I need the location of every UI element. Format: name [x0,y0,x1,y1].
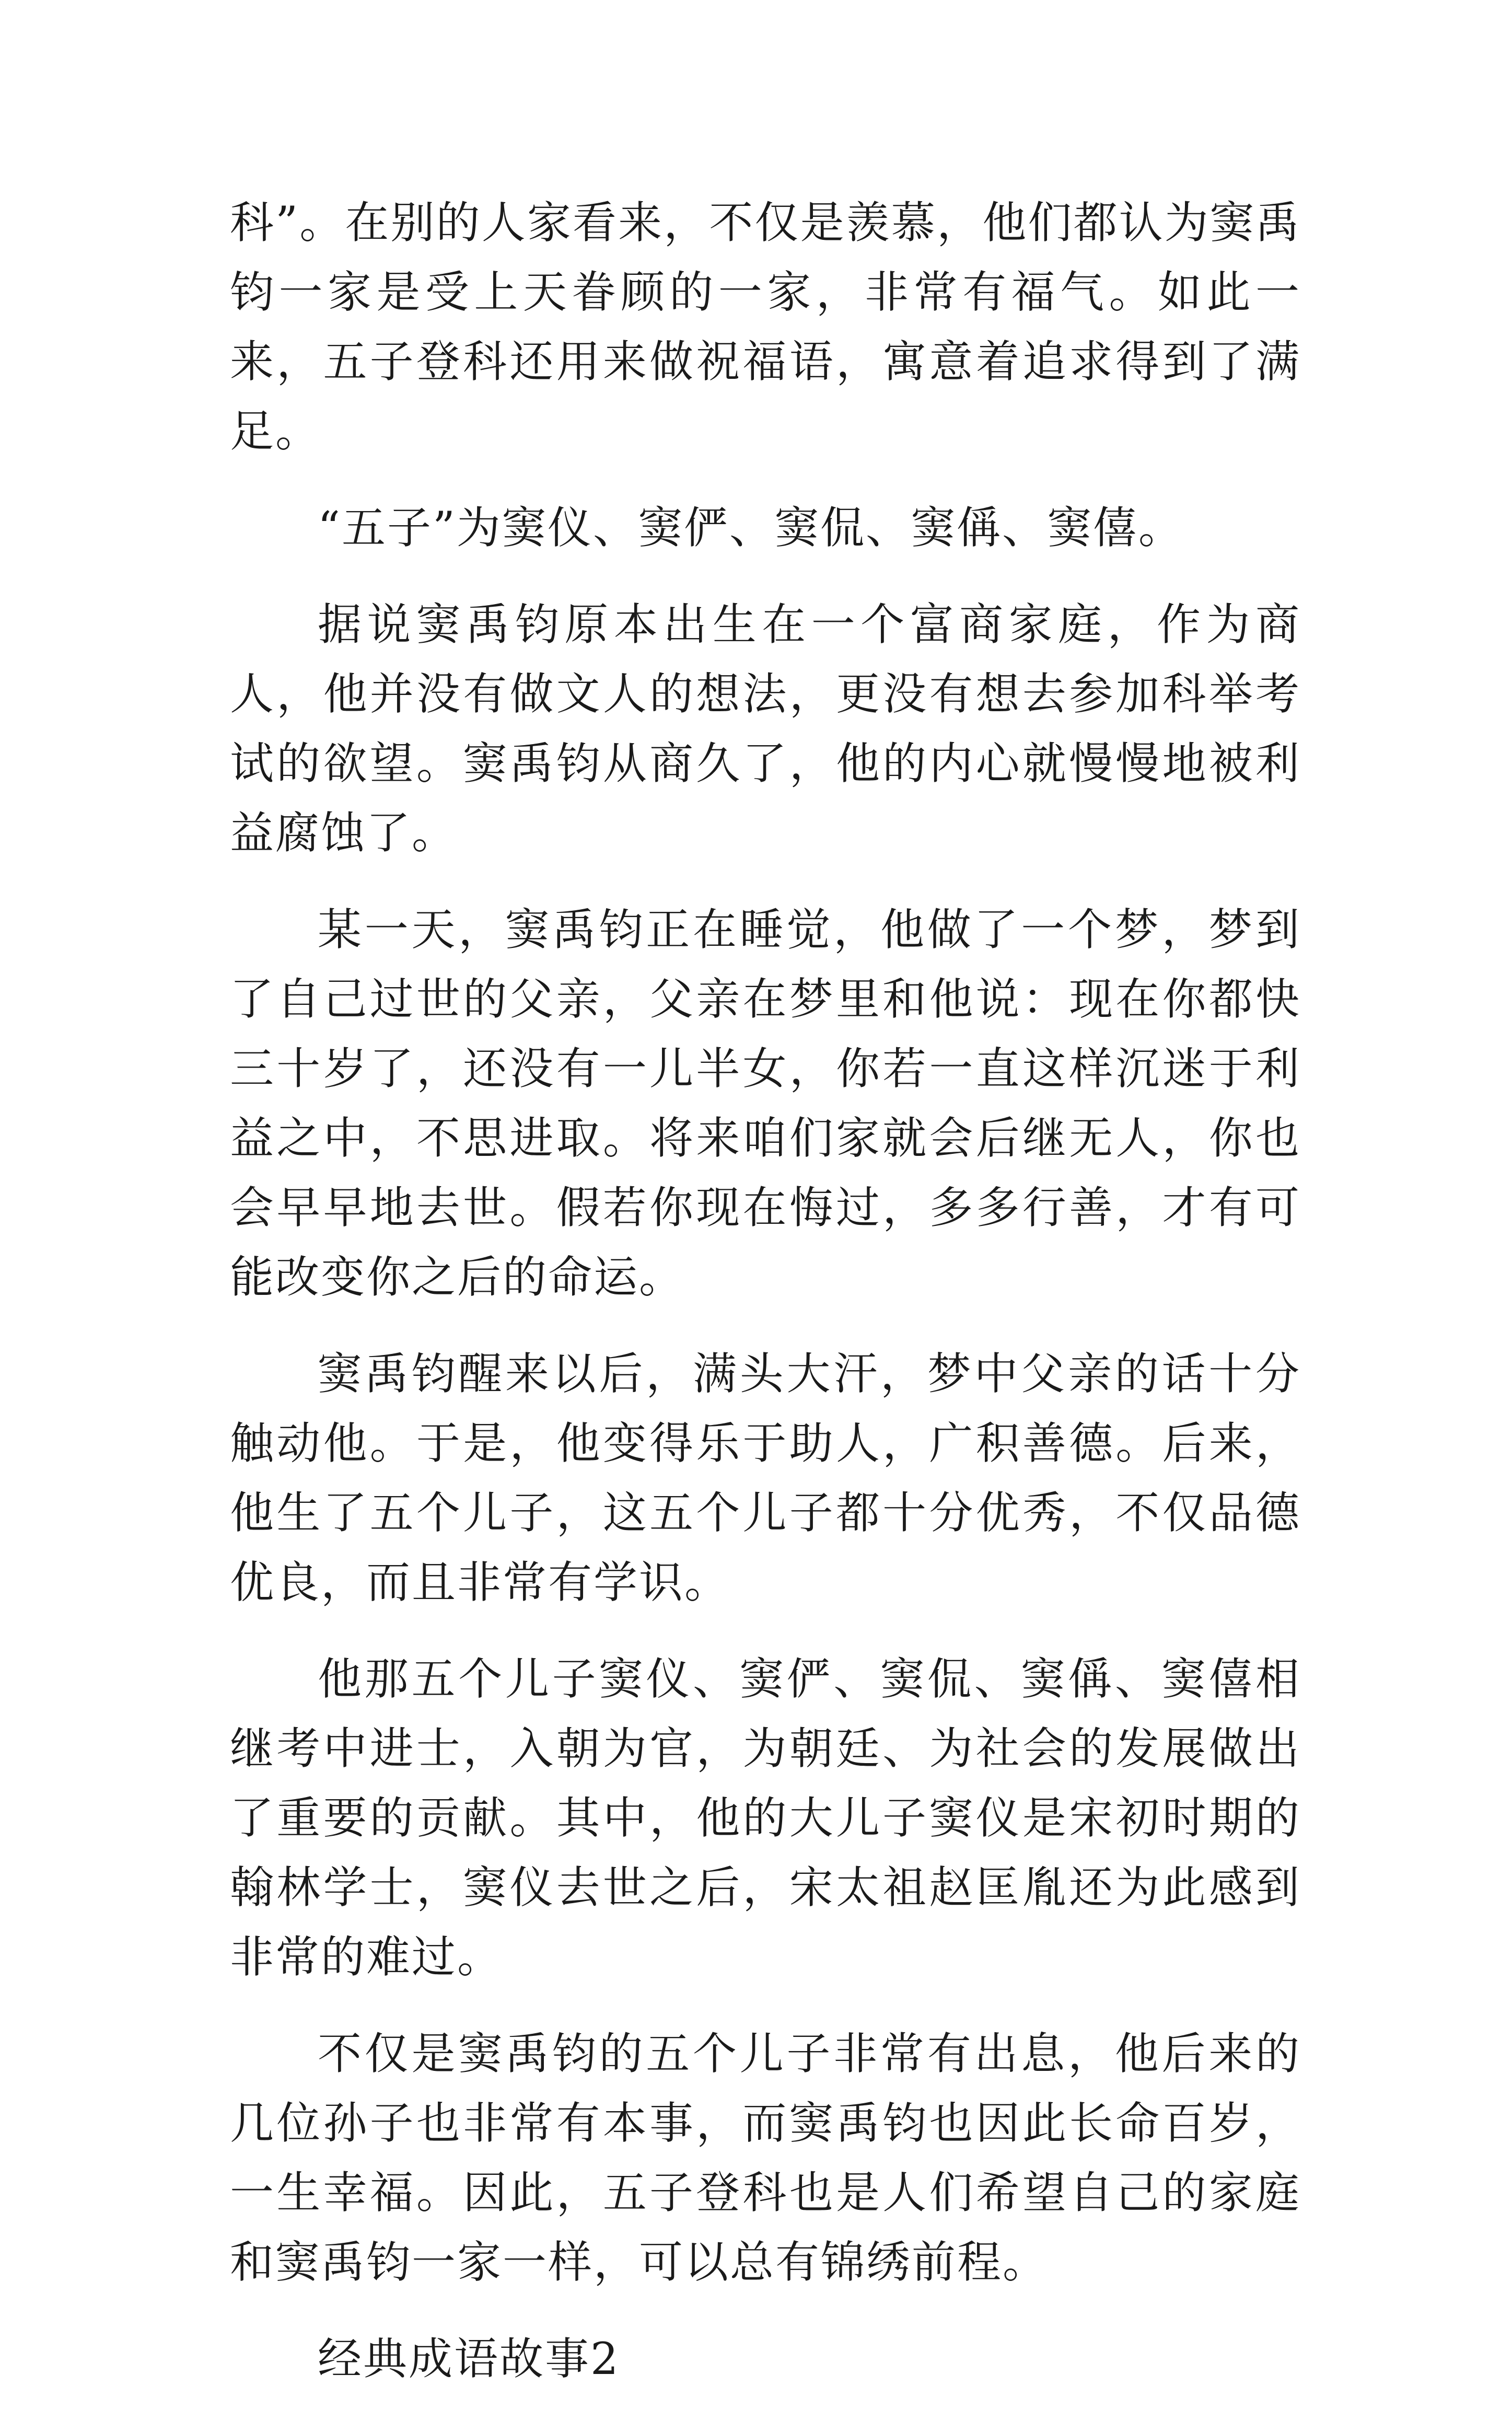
paragraph-sons-officials: 他那五个儿子窦仪、窦俨、窦侃、窦偁、窦僖相继考中进士，入朝为官，为朝廷、为社会的发展做出了重要的贡献。其中，他的大儿子窦仪是宋初时期的翰林学士，窦仪去世之后，宋太祖赵匡胤还为此感到非常的难过。 [230,1653,1301,1983]
paragraph-merchant-origin: 据说窦禹钧原本出生在一个富商家庭，作为商人，他并没有做文人的想法，更没有想去参加科举考试的欲望。窦禹钧从商久了，他的内心就慢慢地被利益腐蚀了。 [230,599,1301,859]
section-heading: 经典成语故事2 [318,2333,620,2384]
paragraph-continuation: 科”。在别的人家看来，不仅是羡慕，他们都认为窦禹钧一家是受上天眷顾的一家，非常有福气。如此一来，五子登科还用来做祝福语，寓意着追求得到了满足。 [230,197,1301,457]
paragraph-awakening: 窦禹钧醒来以后，满头大汗，梦中父亲的话十分触动他。于是，他变得乐于助人，广积善德。后来，他生了五个儿子，这五个儿子都十分优秀，不仅品德优良，而且非常有学识。 [230,1348,1301,1608]
paragraph-five-sons: “五子”为窦仪、窦俨、窦侃、窦偁、窦僖。 [318,502,1184,553]
paragraph-grandsons: 不仅是窦禹钧的五个儿子非常有出息，他后来的几位孙子也非常有本事，而窦禹钧也因此长命百岁，一生幸福。因此，五子登科也是人们希望自己的家庭和窦禹钧一家一样，可以总有锦绣前程。 [230,2028,1301,2288]
paragraph-dream: 某一天，窦禹钧正在睡觉，他做了一个梦，梦到了自己过世的父亲，父亲在梦里和他说：现在你都快三十岁了，还没有一儿半女，你若一直这样沉迷于利益之中，不思进取。将来咱们家就会后继无人，你也会早早地去世。假若你现在悔过，多多行善，才有可能改变你之后的命运。 [230,904,1301,1303]
document-body [230,188,1301,2421]
